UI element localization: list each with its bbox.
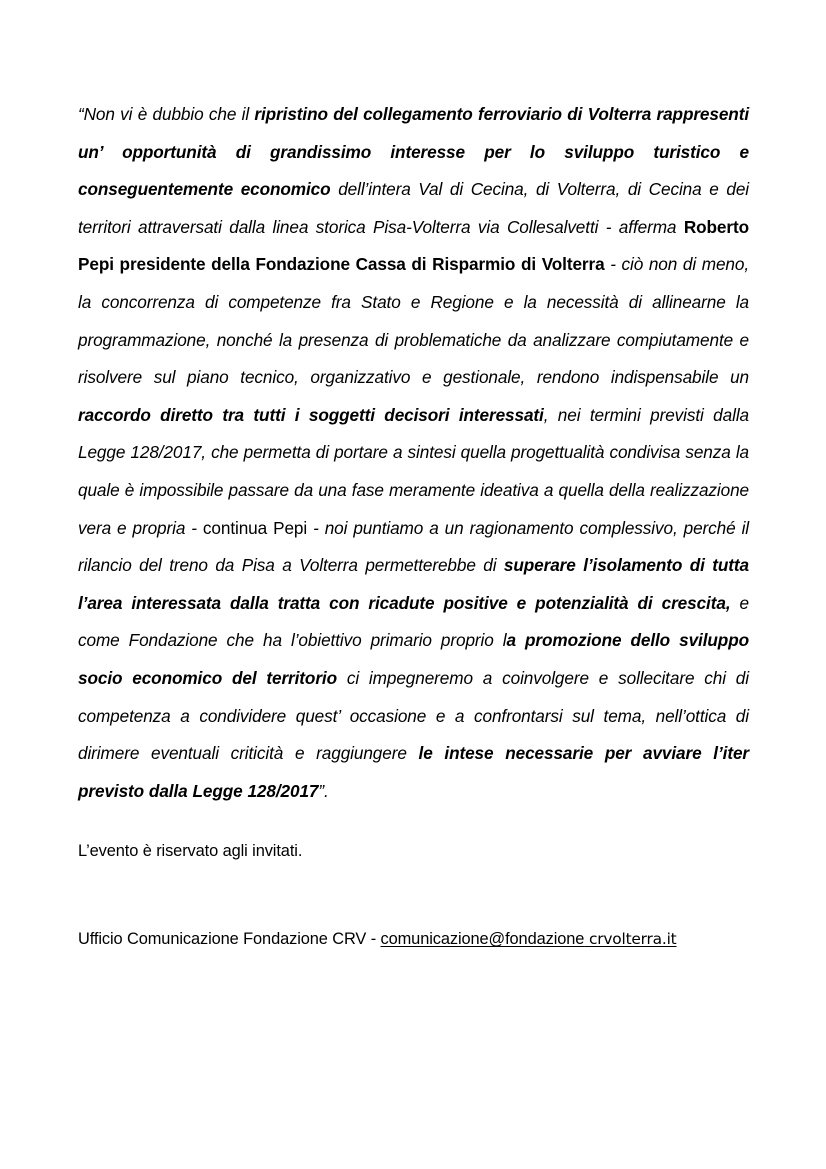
press-release-quote [78,96,749,810]
quote-run-11: a promozione dello sviluppo socio economico del territorio [78,630,749,688]
quote-run-0: “Non vi è dubbio che il [78,104,255,124]
spacer-after-quote [78,810,749,836]
quote-run-13: le intese necessarie per avviare l’iter previsto dalla Legge 128/2017 [78,743,749,801]
document-content [78,96,749,952]
footer-contact-line [78,926,749,952]
quote-run-9: superare l’isolamento di tutta l’area interessata dalla tratta con ricadute positive e potenzialità di crescita, [78,555,749,613]
footer-email-domain-link[interactable]: crvolterra.it [584,930,677,949]
quote-run-8: - noi puntiamo a un ragionamento complessivo, perché il rilancio del treno da Pisa a Volterra permetterebbe di [78,517,750,576]
footer-office-label: Ufficio Comunicazione Fondazione CRV - [78,930,381,949]
quote-run-3-speaker-attribution: Roberto Pepi presidente della Fondazione Cassa di Risparmio di Volterra [78,216,749,275]
quote-run-4: - ciò non di meno, la concorrenza di competenze fra Stato e Regione e la necessità di allinearne la programmazione, nonché la presenza di problematiche da analizzare compiutamente e risolvere sul piano tecnico, organizzativo e gestionale, rendono indispensabile un [78,254,749,388]
quote-run-7-speaker-interjection: continua Pepi [202,517,314,538]
quote-run-2: dell’intera Val di Cecina, di Volterra, di Cecina e dei territori attraversati dalla linea storica Pisa-Volterra via Collesalvetti - afferma [78,179,749,237]
quote-run-1: ripristino del collegamento ferroviario di Volterra rappresenti un’ opportunità di grandissimo interesse per lo sviluppo turistico e conseguentemente economico [78,104,750,200]
quote-run-5: raccordo diretto tra tutti i soggetti decisori interessati [78,404,544,425]
quote-run-12: ci impegneremo a coinvolgere e sollecitare chi di competenza a condividere quest’ occasione e a confrontarsi sul tema, nell’ottica di dirimere eventuali criticità e raggiungere [78,667,749,764]
footer-email-link[interactable]: comunicazione@fondazione [380,930,585,949]
spacer-before-footer [78,866,749,926]
quote-run-10: e come Fondazione che ha l’obiettivo primario proprio l [78,592,749,651]
quote-run-6: , nei termini previsti dalla Legge 128/2017, che permetta di portare a sintesi quella progettualità condivisa senza la quale è impossibile passare da una fase meramente ideativa a quella della realizzazione vera e propria - [78,404,749,538]
quote-run-14: ”. [318,780,329,801]
event-note: L’evento è riservato agli invitati. [78,842,303,861]
